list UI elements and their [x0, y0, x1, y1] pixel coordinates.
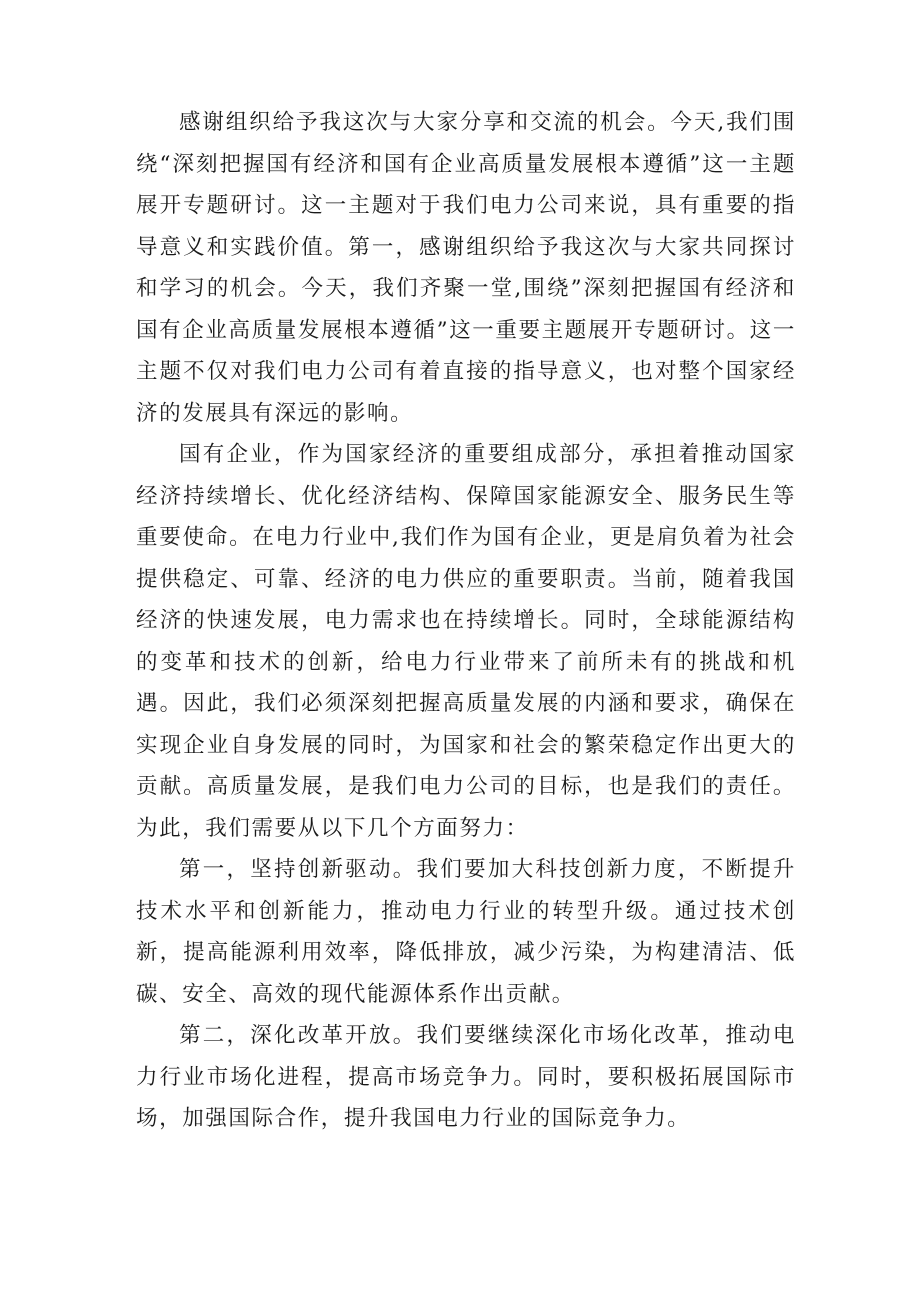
paragraph-2: 国有企业，作为国家经济的重要组成部分，承担着推动国家经济持续增长、优化经济结构、保障国家能源安全、服务民生等重要使命。在电力行业中,我们作为国有企业，更是肩负着为社会提供稳定、可靠、经济的电力供应的重要职责。当前，随着我国经济的快速发展，电力需求也在持续增长。同时，全球能源结构的变革和技术的创新，给电力行业带来了前所未有的挑战和机遇。因此，我们必须深刻把握高质量发展的内涵和要求，确保在实现企业自身发展的同时，为国家和社会的繁荣稳定作出更大的贡献。高质量发展，是我们电力公司的目标，也是我们的责任。为此，我们需要从以下几个方面努力：	[136, 442, 796, 841]
paragraph-4: 第二，深化改革开放。我们要继续深化市场化改革，推动电力行业市场化进程，提高市场竞争力。同时，要积极拓展国际市场，加强国际合作，提升我国电力行业的国际竞争力。	[136, 1023, 796, 1131]
document-body	[136, 102, 796, 1140]
paragraph-1: 感谢组织给予我这次与大家分享和交流的机会。今天,我们围绕“深刻把握国有经济和国有企业高质量发展根本遵循”这一主题展开专题研讨。这一主题对于我们电力公司来说，具有重要的指导意义和实践价值。第一，感谢组织给予我这次与大家共同探讨和学习的机会。今天，我们齐聚一堂,围绕”深刻把握国有经济和国有企业高质量发展根本遵循”这一重要主题展开专题研讨。这一主题不仅对我们电力公司有着直接的指导意义，也对整个国家经济的发展具有深远的影响。	[136, 110, 796, 426]
paragraph-3: 第一，坚持创新驱动。我们要加大科技创新力度，不断提升技术水平和创新能力，推动电力行业的转型升级。通过技术创新，提高能源利用效率，降低排放，减少污染，为构建清洁、低碳、安全、高效的现代能源体系作出贡献。	[136, 857, 796, 1007]
